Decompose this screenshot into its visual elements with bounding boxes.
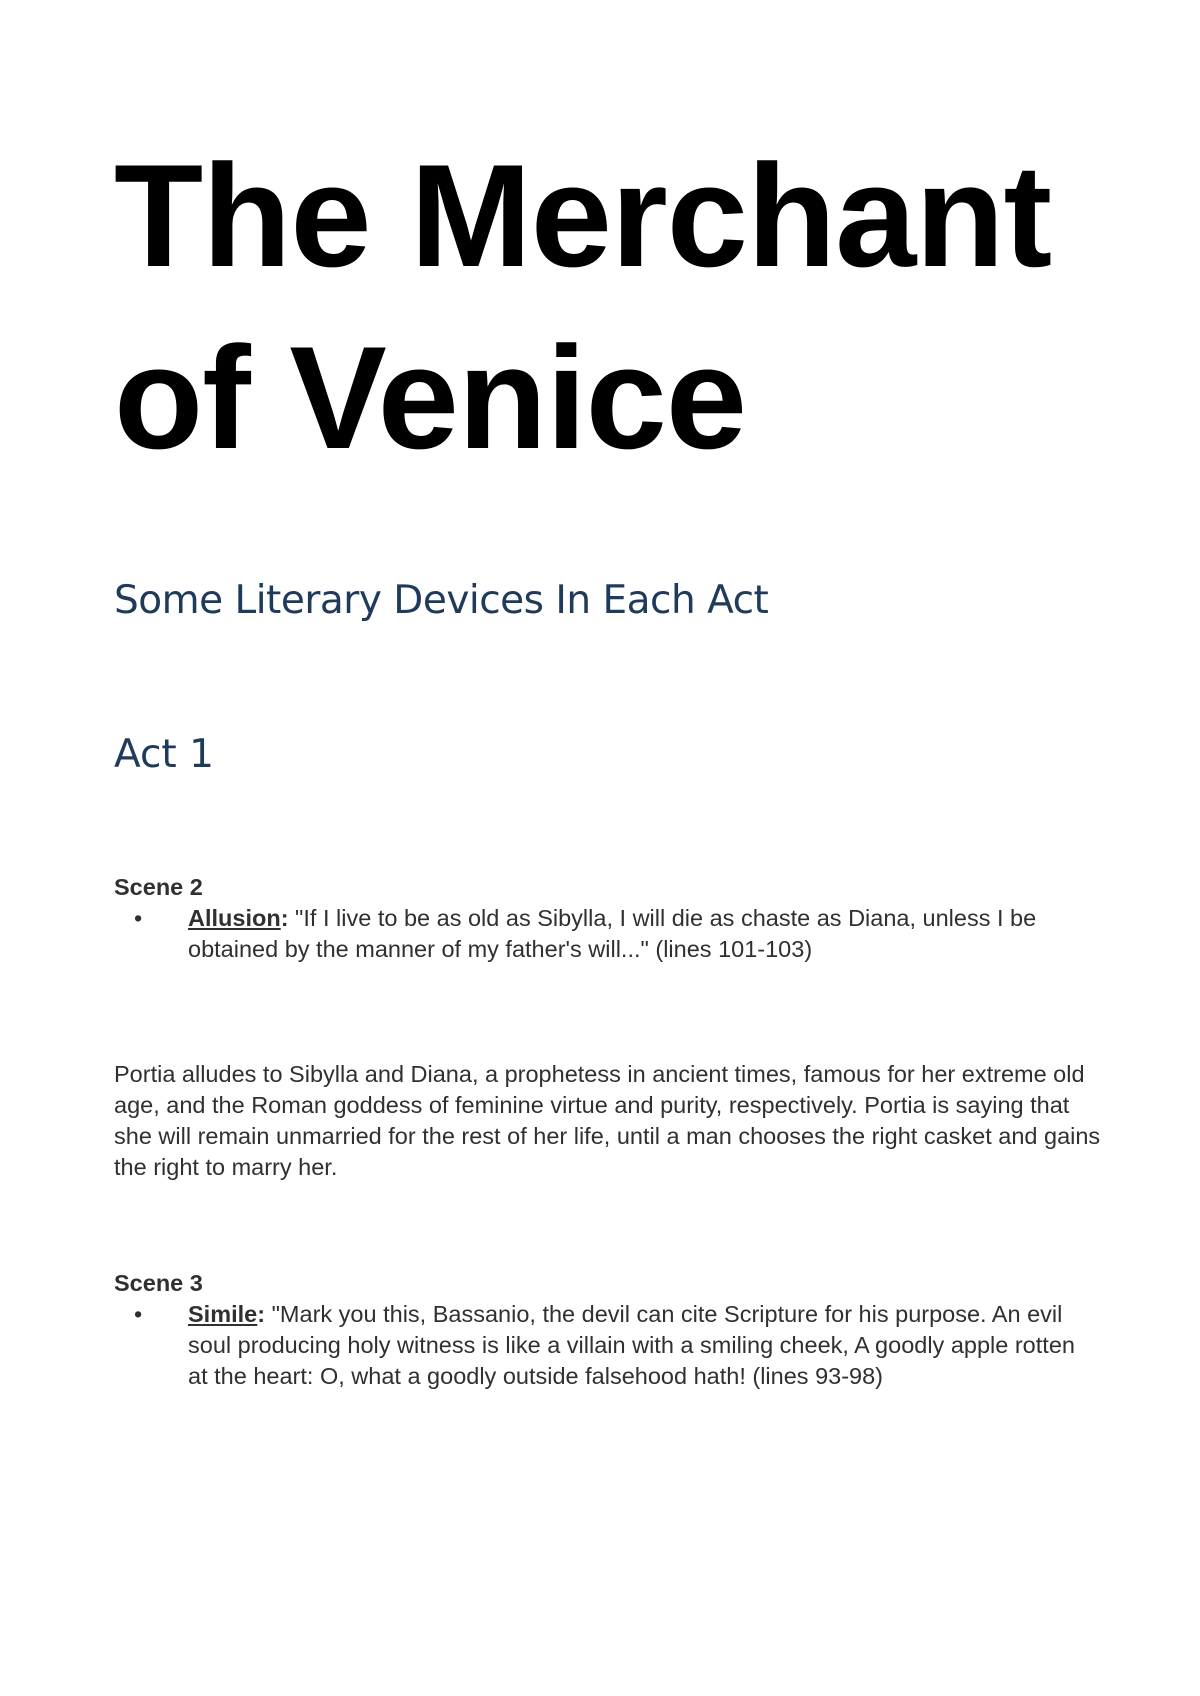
list-item xyxy=(114,903,1094,965)
bullet-icon: • xyxy=(134,1301,143,1327)
device-colon: : xyxy=(280,905,289,931)
device-colon: : xyxy=(257,1301,266,1327)
act-heading: Act 1 xyxy=(114,732,214,777)
quote-text: "Mark you this, Bassanio, the devil can cite Scripture for his purpose. An evil soul producing holy witness is like a villain with a smiling cheek, A goodly apple rotten at the heart: O, what a goodly outside falsehood hath! (lines 93-98) xyxy=(188,1301,1075,1389)
document-subtitle: Some Literary Devices In Each Act xyxy=(114,578,769,623)
scene-section xyxy=(114,872,1094,965)
bullet-icon: • xyxy=(134,905,143,931)
list-item xyxy=(114,1299,1094,1392)
scene-section xyxy=(114,1268,1094,1392)
quote-text: "If I live to be as old as Sibylla, I will die as chaste as Diana, unless I be obtained by the manner of my father's will..." (lines 101-103) xyxy=(188,905,1037,962)
device-term: Allusion xyxy=(188,905,281,931)
document-title: The Merchant of Venice xyxy=(114,134,1052,479)
device-term: Simile xyxy=(188,1301,258,1327)
scene-title: Scene 3 xyxy=(114,1270,203,1296)
scene-title: Scene 2 xyxy=(114,874,203,900)
explanation-paragraph: Portia alludes to Sibylla and Diana, a prophetess in ancient times, famous for her extreme old age, and the Roman goddess of feminine virtue and purity, respectively. Portia is saying that she will remain unmarried for the rest of her life, until a man chooses the right casket and gains the right to marry her. xyxy=(114,1061,1101,1180)
